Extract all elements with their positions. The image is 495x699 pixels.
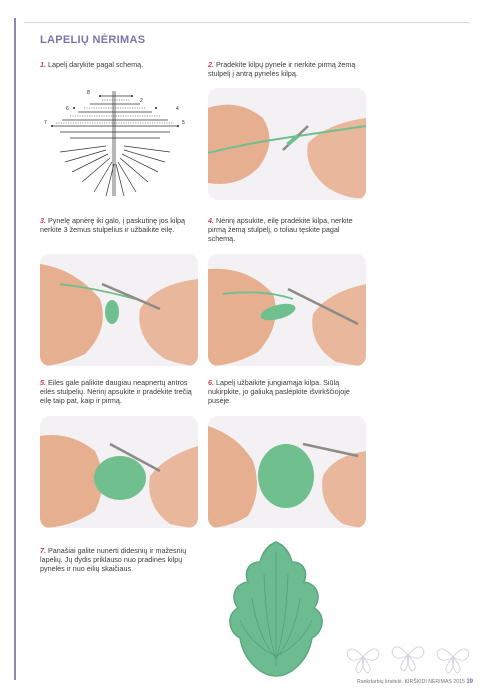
page-number: 39: [466, 679, 473, 685]
page-title: LAPELIŲ NĖRIMAS: [40, 34, 146, 46]
step-6: [208, 378, 368, 406]
step-number: 7.: [40, 546, 46, 555]
hands-crochet-photo: [208, 416, 366, 528]
step-3: [40, 216, 200, 234]
step-text: Eilės gale palikite daugiau neapnertų antros eilės stulpelių. Nėrinį apsukite ir pradėkite trečią eilę taip pat, kaip ir pirmą.: [40, 378, 192, 406]
hands-crochet-photo: [40, 416, 198, 528]
diagram-label: 8: [87, 90, 90, 96]
step-number: 1.: [40, 60, 46, 69]
photo-step-4: [208, 254, 366, 366]
diagram-label: 6: [66, 106, 69, 112]
step-4: [208, 216, 368, 244]
step-2: [208, 60, 368, 78]
step-number: 4.: [208, 216, 214, 225]
step-text: Panašiai galite nunerti didesnių ir mažesnių lapelių. Jų dydis priklauso nuo pradinės kilpų pynelės ir nuo eilių skaičiaus.: [40, 546, 187, 574]
photo-step-6: [208, 416, 366, 528]
hands-crochet-photo: [40, 254, 198, 366]
diagram-label: 2: [140, 98, 143, 104]
step-number: 6.: [208, 378, 214, 387]
crochet-diagram: [40, 86, 190, 201]
butterfly-decoration: [343, 637, 473, 677]
page-margin-rule: [14, 18, 16, 680]
photo-step-5: [40, 416, 198, 528]
page-footer: [357, 679, 473, 685]
step-number: 5.: [40, 378, 46, 387]
step-text: Pynelę apnėrę iki galo, į paskutinę jos kilpą nerkite 3 žemus stulpelius ir užbaikite eilę.: [40, 216, 186, 235]
diagram-label: 5: [182, 120, 185, 126]
step-7: [40, 546, 190, 574]
photo-step-3: [40, 254, 198, 366]
step-text: Lapelį užbaikite jungiamąja kilpa. Siūlą nukirpkite, jo galiuką paslėpkite išvirkščiojoje pusėje.: [208, 378, 350, 406]
diagram-label: 7: [44, 120, 47, 126]
step-number: 2.: [208, 60, 214, 69]
footer-text: Rankdarbių kraitelė. KIRŠKIDI NĖRIMAS 2015: [357, 679, 465, 685]
crochet-diagram-chart: [40, 86, 190, 201]
step-1: [40, 60, 190, 69]
photo-step-2: [208, 88, 366, 200]
step-number: 3.: [40, 216, 46, 225]
crochet-leaf-icon: [222, 538, 330, 680]
diagram-label: 4: [176, 106, 179, 112]
step-text: Pradėkite kilpų pynele ir nerkite pirmą žemą stulpelį į antrą pynelės kilpą.: [208, 60, 356, 79]
butterfly-icon: [343, 637, 473, 677]
hands-crochet-photo: [208, 254, 366, 366]
step-5: [40, 378, 200, 406]
hands-crochet-photo: [208, 88, 366, 200]
step-text: Nėrinį apsukite, eilę pradėkite kilpa, nerkite pirmą žemą stulpelį, o toliau tęskite pagal schemą.: [208, 216, 353, 244]
step-text: Lapelį darykite pagal schemą.: [48, 60, 144, 69]
header-rule: [24, 22, 470, 23]
finished-leaf-image: [222, 538, 330, 680]
